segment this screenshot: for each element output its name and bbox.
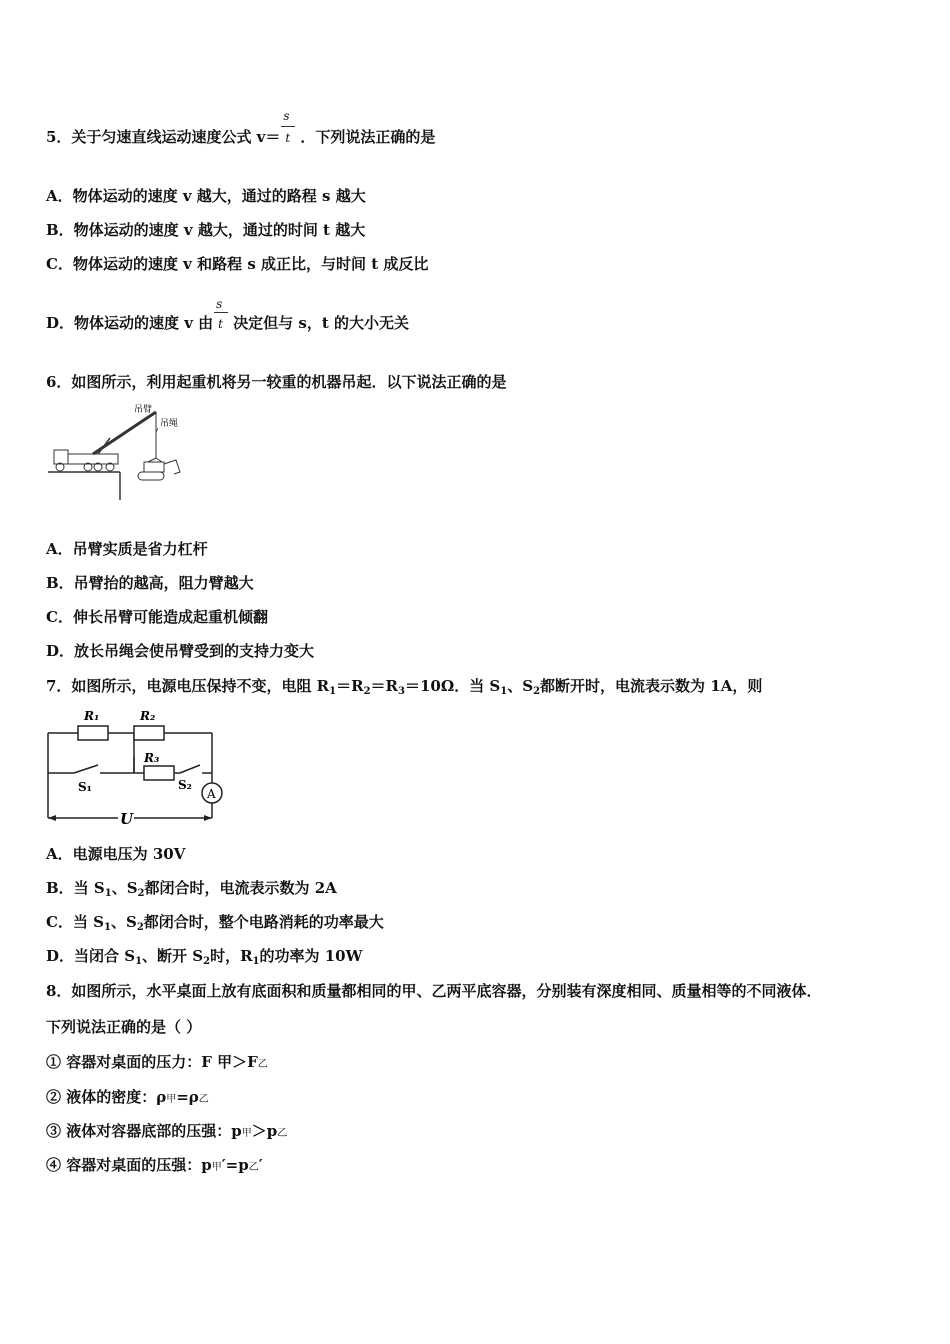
resistor-r1 [78, 726, 108, 740]
q8-item-4-sub1: 甲 [211, 1162, 222, 1173]
circuit-figure [44, 705, 229, 830]
q5-option-d-pre: D．物体运动的速度 v 由 [46, 314, 214, 332]
q7-option-b-sub1: 1 [104, 888, 112, 899]
q8-item-4 [46, 1155, 263, 1178]
q7-option-d-mid: 、断开 S [142, 947, 204, 965]
q8-item-2 [46, 1087, 209, 1110]
q7-option-b-mid: 、S [111, 879, 138, 897]
q8-item-4-sub2: 乙 [248, 1162, 259, 1173]
q6-stem: 6．如图所示，利用起重机将另一较重的机器吊起．以下说法正确的是 [46, 373, 507, 391]
q7-option-d [46, 946, 362, 972]
q7-sub-3: 3 [398, 686, 405, 697]
q8-stem-line2: 下列说法正确的是（ ） [46, 1018, 202, 1036]
crane-label-arm: 吊臂 [134, 405, 153, 415]
q6-option-b: B．吊臂抬的越高，阻力臂越大 [46, 574, 254, 592]
q8-item-1-pre: ① 容器对桌面的压力：F 甲＞F [46, 1053, 258, 1071]
q8-item-3-sub1: 甲 [241, 1128, 252, 1139]
q8-item-2-sub2: 乙 [198, 1094, 209, 1105]
q7-option-d-sub1: 1 [135, 956, 143, 967]
q8-item-4-pre: ④ 容器对桌面的压强：p [46, 1156, 212, 1174]
q7-option-b-pre: B．当 S [46, 879, 105, 897]
q7-option-c-mid: 、S [110, 913, 137, 931]
q5-frac-denominator: t [285, 131, 291, 145]
q7-stem-pre: 7．如图所示，电源电压保持不变，电阻 R [46, 677, 330, 695]
q5-stem [46, 109, 436, 147]
q7-option-c-sub1: 1 [104, 922, 111, 933]
q7-stem-b: ＝R [370, 677, 399, 695]
label-r3: R₃ [144, 751, 160, 765]
q7-stem-e: 都断开时，电流表示数为 1A，则 [540, 677, 763, 695]
q7-sub-2: 2 [363, 686, 371, 697]
q7-option-c-pre: C．当 S [46, 913, 104, 931]
q7-sub-1: 1 [329, 686, 337, 697]
crane-figure [48, 402, 183, 502]
q7-option-b [46, 878, 337, 904]
q5-stem-text: 5．关于匀速直线运动速度公式 v＝ [46, 128, 281, 146]
q5-option-b: B．物体运动的速度 v 越大，通过的时间 t 越大 [46, 221, 366, 239]
q8-item-2-mid: =ρ [176, 1088, 199, 1106]
q8-item-1-sub: 乙 [257, 1059, 268, 1070]
q6-option-a: A．吊臂实质是省力杠杆 [46, 540, 208, 558]
label-r1: R₁ [84, 709, 100, 723]
label-s2: S₂ [178, 778, 192, 792]
q6-option-c: C．伸长吊臂可能造成起重机倾翻 [46, 608, 268, 626]
q5-option-c: C．物体运动的速度 v 和路程 s 成正比，与时间 t 成反比 [46, 255, 429, 273]
q7-stem [46, 676, 762, 702]
q8-item-4-mid: ′=p [221, 1156, 249, 1174]
q7-sub-s2: 2 [533, 686, 541, 697]
q8-item-3-pre: ③ 液体对容器底部的压强：p [46, 1122, 242, 1140]
resistor-r2 [134, 726, 164, 740]
q7-option-a: A．电源电压为 30V [46, 845, 186, 863]
q7-option-c-sub2: 2 [136, 922, 144, 933]
q8-item-3-mid: ＞p [251, 1122, 278, 1140]
label-r2: R₂ [140, 709, 156, 723]
label-u: U [120, 810, 134, 828]
q7-option-d-pre: D．当闭合 S [46, 947, 136, 965]
q7-stem-c: ＝10Ω．当 S [404, 677, 501, 695]
q5-option-d-post: 决定但与 s，t 的大小无关 [233, 314, 409, 332]
q5-option-a: A．物体运动的速度 v 越大，通过的路程 s 越大 [46, 187, 366, 205]
q7-option-d-mid2: 时，R [210, 947, 253, 965]
q7-option-b-post: 都闭合时，电流表示数为 2A [144, 879, 337, 897]
switch-s2 [180, 765, 200, 773]
q8-stem-line1: 8．如图所示，水平桌面上放有底面积和质量都相同的甲、乙两平底容器，分别装有深度相同、质量相等的不同液体． [46, 982, 822, 1000]
q7-stem-d: 、S [507, 677, 534, 695]
q7-option-c [46, 912, 384, 938]
resistor-r3 [144, 766, 174, 780]
q5-frac-numerator: s [283, 109, 290, 123]
q7-option-c-post: 都闭合时，整个电路消耗的功率最大 [143, 913, 384, 931]
q7-option-d-sub3: 1 [252, 956, 260, 967]
q8-item-2-pre: ② 液体的密度：ρ [46, 1088, 167, 1106]
q6-option-d: D．放长吊绳会使吊臂受到的支持力变大 [46, 642, 315, 660]
q7-stem-a: ＝R [336, 677, 364, 695]
q8-item-3-sub2: 乙 [277, 1128, 288, 1139]
ammeter-label: A [207, 787, 216, 801]
q7-option-d-sub2: 2 [203, 956, 211, 967]
q5-d-frac-numerator: s [216, 297, 223, 311]
q8-item-1 [46, 1052, 268, 1075]
label-s1: S₁ [78, 780, 92, 794]
q8-item-3 [46, 1121, 287, 1144]
q8-item-4-post: ′ [258, 1156, 263, 1174]
switch-s1 [74, 765, 98, 773]
q8-item-2-sub1: 甲 [166, 1094, 177, 1105]
q5-stem-tail: ．下列说法正确的是 [300, 128, 436, 146]
q5-d-frac-denominator: t [218, 317, 223, 331]
q5-option-d [46, 297, 409, 333]
q7-option-b-sub2: 2 [137, 888, 145, 899]
crane-label-rope: 吊绳 [160, 419, 179, 429]
q7-sub-s1: 1 [500, 686, 508, 697]
q7-option-d-post: 的功率为 10W [259, 947, 363, 965]
